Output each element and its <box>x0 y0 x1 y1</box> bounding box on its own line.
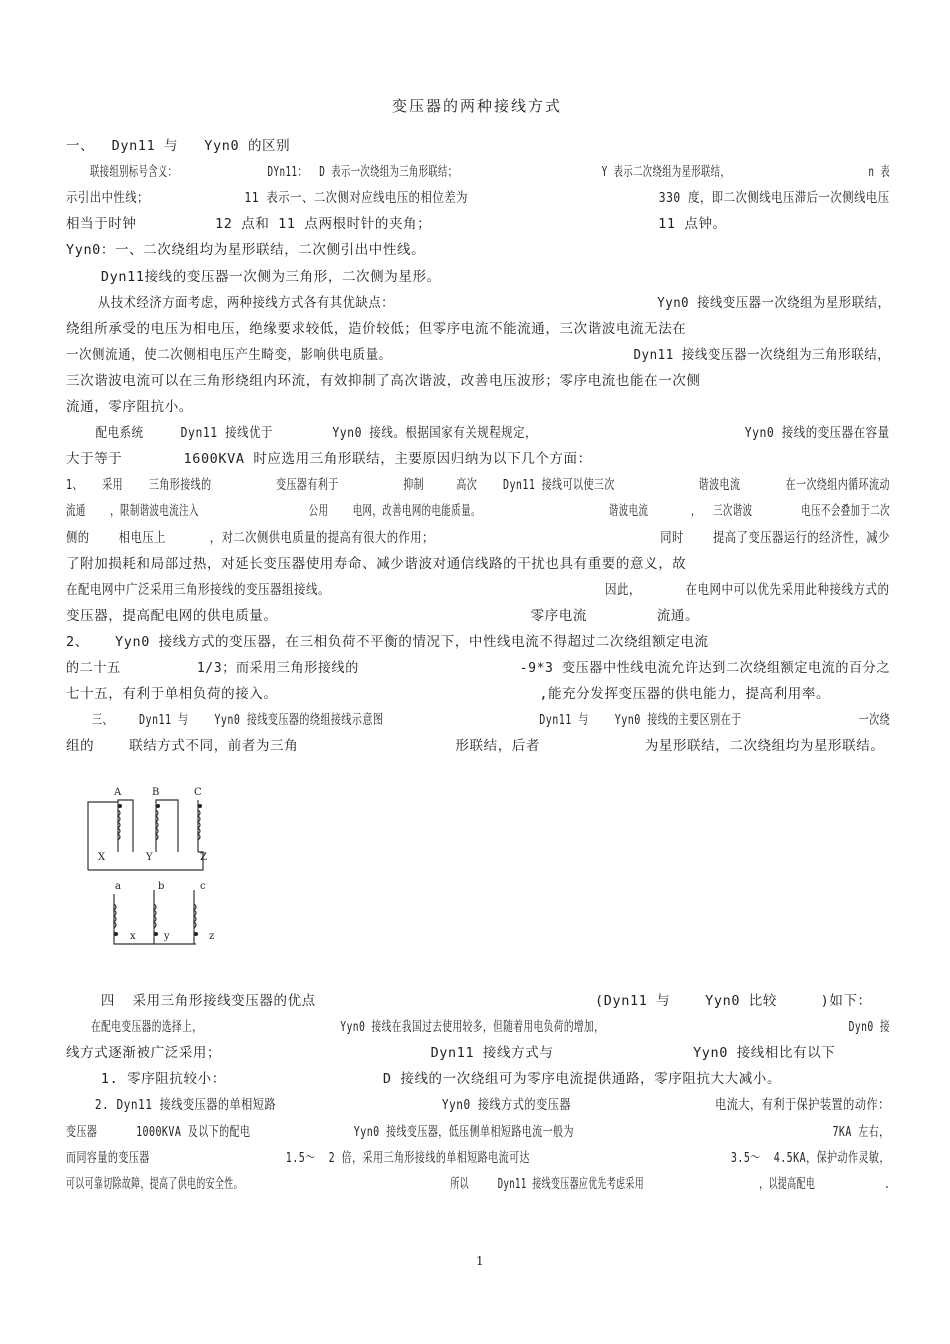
terminal-Z: Z <box>200 852 207 863</box>
text-line: 流通 ，限制谐波电流注入 公用 电网，改善电网的电能质量。 谐波电流 ， 三次谐波 电压不会叠加于二次 <box>66 503 890 520</box>
text-line: 绕组所承受的电压为相电压，绝缘要求较低，造价较低；但零序电流不能流通，三次谐波电流无法在 <box>66 320 687 337</box>
text-line: 四 采用三角形接线变压器的优点 (Dyn11 与 Yyn0 比较 )如下： <box>66 993 872 1009</box>
terminal-A: A <box>114 787 122 798</box>
text-line: 一、 Dyn11 与 Yyn0 的区别 <box>66 138 291 154</box>
text-line: 1. 零序阻抗较小： D 接线的一次绕组可为零序电流提供通路，零序阻抗大大减小。 <box>66 1071 782 1088</box>
text-line: 配电系统 Dyn11 接线优于 Yyn0 接线。根据国家有关规程规定， Yyn0 接线的变压器在容量 <box>66 425 890 442</box>
text-line: 在配电变压器的选择上， Yyn0 接线在我国过去使用较多，但随着用电负荷的增加， Dyn0 接 <box>66 1019 891 1036</box>
terminal-c: c <box>200 881 206 892</box>
text-line: 可以可靠切除故障，提高了供电的安全性。 所以 Dyn11 接线变压器应优先考虑采用 ，以提高配电 . <box>66 1175 891 1192</box>
text-line: 组的 联结方式不同，前者为三角 形联结，后者 为星形联结，二次绕组均为星形联结。 <box>66 738 885 755</box>
text-line: 一次侧流通，使二次侧相电压产生畸变，影响供电质量。 Dyn11 接线变压器一次绕组为三角形联结， <box>66 346 891 363</box>
terminal-z: z <box>209 931 215 942</box>
text-line: 相当于时钟 12 点和 11 点两根时针的夹角； 11 点钟。 <box>66 216 727 233</box>
text-line: 侧的 相电压上 ，对二次侧供电质量的提高有很大的作用； 同时 提高了变压器运行的经济性，减少 <box>66 529 890 546</box>
text-line: 在配电网中广泛采用三角形接线的变压器组接线。 因此， 在电网中可以优先采用此种接线方式的 <box>66 581 890 598</box>
terminal-x: x <box>130 931 136 942</box>
page-title: 变压器的两种接线方式 <box>392 97 563 115</box>
page-number: 1 <box>476 1254 485 1268</box>
text-line: 2. Dyn11 接线变压器的单相短路 Yyn0 接线方式的变压器 电流大，有利于保护装置的动作： <box>66 1097 890 1114</box>
terminal-a: a <box>115 881 121 892</box>
text-line: Yyn0：一、二次绕组均为星形联结，二次侧引出中性线。 <box>66 242 426 259</box>
text-line: 的二十五 1/3；而采用三角形接线的 -9*3 变压器中性线电流允许达到二次绕组额定电流的百分之 <box>66 660 890 676</box>
text-line: 流通，零序阻抗小。 <box>66 399 193 415</box>
text-line: 三次谐波电流可以在三角形绕组内环流，有效抑制了高次谐波，改善电压波形；零序电流也能在一次侧 <box>66 372 701 389</box>
text-line: 联接组别标号含义： DYn11： D 表示一次绕组为三角形联结； Y 表示二次绕组为星形联结， n 表 <box>66 164 891 181</box>
text-line: 1、 采用 三角形接线的 变压器有利于 抑制 高次 Dyn11 接线可以使三次 谐波电流 在一次绕组内循环流动 <box>66 477 890 494</box>
winding-connection-diagram <box>78 782 238 952</box>
terminal-b: b <box>158 881 165 892</box>
terminal-X: X <box>98 852 106 863</box>
text-line: 变压器 1000KVA 及以下的配电 Yyn0 接线变压器，低压侧单相短路电流一般为 7KA 左右， <box>66 1123 890 1140</box>
terminal-Y: Y <box>146 852 153 863</box>
text-line: 七十五，有利于单相负荷的接入。 ,能充分发挥变压器的供电能力，提高利用率。 <box>66 686 831 703</box>
terminal-y: y <box>164 931 170 942</box>
text-line: Dyn11接线的变压器一次侧为三角形，二次侧为星形。 <box>66 268 441 285</box>
terminal-C: C <box>194 787 202 798</box>
text-line: 2、 Yyn0 接线方式的变压器，在三相负荷不平衡的情况下，中性线电流不得超过二次绕组额定电流 <box>66 633 709 650</box>
text-line: 而同容量的变压器 1.5～ 2 倍，采用三角形接线的单相短路电流可达 3.5～ 4.5KA，保护动作灵敏， <box>66 1149 890 1166</box>
text-line: 示引出中性线； 11 表示一、二次侧对应线电压的相位差为 330 度，即二次侧线电压滞后一次侧线电压 <box>66 190 890 207</box>
terminal-B: B <box>152 787 160 798</box>
text-line: 线方式逐渐被广泛采用； Dyn11 接线方式与 Yyn0 接线相比有以下 <box>66 1045 836 1062</box>
text-line: 变压器，提高配电网的供电质量。 零序电流 流通。 <box>66 607 700 624</box>
text-line: 从技术经济方面考虑，两种接线方式各有其优缺点： Yyn0 接线变压器一次绕组为星形联结， <box>66 294 891 311</box>
text-line: 了附加损耗和局部过热，对延长变压器使用寿命、减少谐波对通信线路的干扰也具有重要的意义，故 <box>66 555 687 572</box>
text-line: 大于等于 1600KVA 时应选用三角形联结，主要原因归纳为以下几个方面： <box>66 451 592 468</box>
text-line: 三、 Dyn11 与 Yyn0 接线变压器的绕组接线示意图 Dyn11 与 Yyn0 接线的主要区别在于 一次绕 <box>66 712 891 729</box>
